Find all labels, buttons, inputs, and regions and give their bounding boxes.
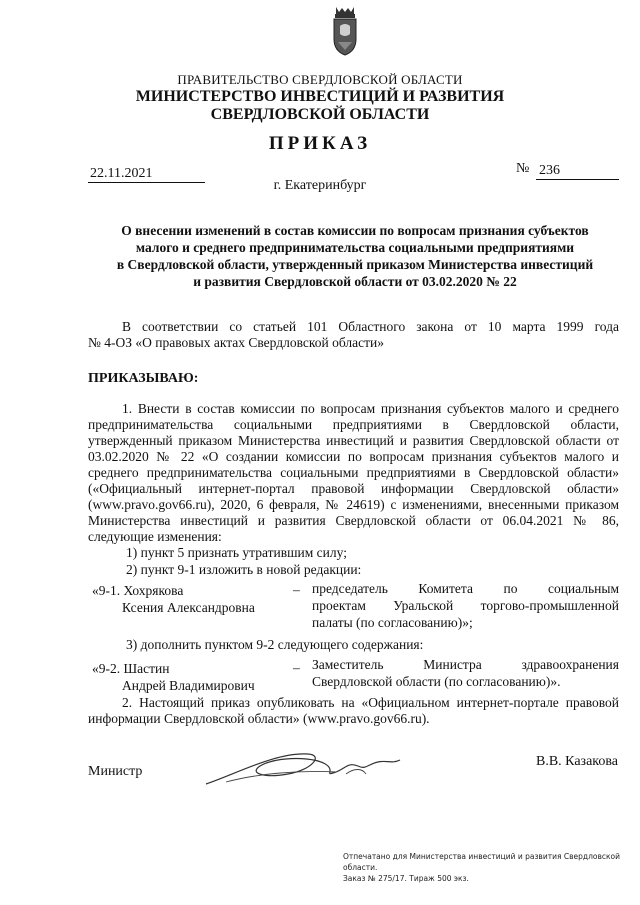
entry-name-line: Ксения Александровна (122, 600, 255, 615)
entry-desc-line: председатель Комитета по социальным (312, 581, 619, 596)
document-date: 22.11.2021 (88, 165, 205, 183)
entry-9-2-name (92, 660, 255, 694)
document-type: ПРИКАЗ (268, 133, 372, 154)
entry-desc-line: проектам Уральской торгово-промышленной (312, 598, 619, 613)
sub-item-1: 1) пункт 5 признать утратившим силу; (126, 545, 347, 560)
ministry-name-line1: МИНИСТЕРСТВО ИНВЕСТИЦИЙ И РАЗВИТИЯ (135, 88, 505, 105)
item-2: 2. Настоящий приказ опубликовать на «Официальном интернет-портале правовой информации Свердловской области» (www.pravo.gov66.ru). (88, 695, 619, 726)
number-label: № (516, 161, 530, 176)
entry-name-line: «9-1. Хохрякова (92, 583, 184, 598)
government-name: ПРАВИТЕЛЬСТВО СВЕРДЛОВСКОЙ ОБЛАСТИ (177, 72, 463, 87)
title-line: и развития Свердловской области от 03.02.2020 № 22 (193, 274, 517, 289)
entry-name-line: Андрей Владимирович (122, 678, 255, 693)
title-line: в Свердловской области, утвержденный приказом Министерства инвестиций (116, 257, 594, 272)
sub-item-3: 3) дополнить пунктом 9-2 следующего содержания: (126, 637, 424, 652)
ministry-name-line2: СВЕРДЛОВСКОЙ ОБЛАСТИ (210, 106, 430, 123)
preamble-line: В соответствии со статьей 101 Областного закона от 10 марта 1999 года (122, 319, 619, 334)
footer-line: Отпечатано для Министерства инвестиций и развития Свердловской области. (343, 852, 621, 872)
signer-position: Министр (88, 764, 143, 779)
handwritten-signature (196, 744, 406, 792)
entry-9-1-name (92, 582, 255, 616)
title-line: малого и среднего предпринимательства социальными предприятиями (135, 240, 575, 255)
entry-name-line: «9-2. Шастин (92, 661, 170, 676)
preamble-line: № 4-ОЗ «О правовых актах Свердловской области» (88, 335, 384, 350)
item-1: 1. Внести в состав комиссии по вопросам признания субъектов малого и среднего предпринимательства социальными предприятиями в Свердловской области, утвержденный приказом Министерства инвестиций и развития Свердловской области от 03.02.2020 № 22 «О создании комиссии по вопросам признания субъектов малого и среднего предпринимательства социальными предприятиями в Свердловской области» («Официальный интернет-портал правовой информации Свердловской области» (www.pravo.gov66.ru), 2020, 6 февраля, № 24619) с изменениями, внесенными приказом Министерства инвестиций и развития Свердловской области от 06.04.2021 № 86, следующие изменения: (88, 401, 619, 544)
signer-name: В.В. Казакова (536, 754, 619, 769)
preamble (88, 319, 619, 351)
order-word: ПРИКАЗЫВАЮ: (88, 371, 199, 386)
title-line: О внесении изменений в состав комиссии по вопросам признания субъектов (121, 223, 589, 238)
entry-desc-line: Заместитель Министра здравоохранения (312, 657, 619, 672)
entry-9-1-dash: – (293, 582, 300, 597)
entry-9-2-dash: – (293, 660, 300, 675)
document-number: 236 (536, 163, 619, 180)
entry-desc-line: палаты (по согласованию)»; (312, 615, 473, 630)
footer-line: Заказ № 275/17. Тираж 500 экз. (343, 874, 469, 883)
city: г. Екатеринбург (273, 178, 367, 193)
entry-9-2-description (312, 656, 619, 690)
entry-9-1-description (312, 580, 619, 631)
coat-of-arms-icon (330, 6, 360, 56)
document-title (90, 222, 620, 290)
entry-desc-line: Свердловской области (по согласованию)». (312, 674, 561, 689)
print-footer (343, 851, 635, 884)
sub-item-2: 2) пункт 9-1 изложить в новой редакции: (126, 562, 362, 577)
